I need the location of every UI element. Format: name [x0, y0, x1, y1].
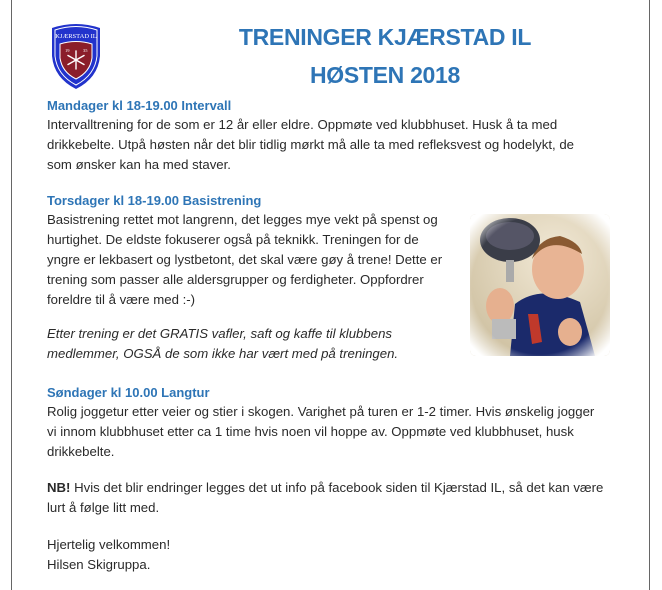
photo-child-with-trophy	[470, 214, 610, 356]
italic-note-line: medlemmer, OGSÅ de som ikke har vært med på treningen.	[47, 346, 399, 361]
body-line: yngre er lekbasert og lystbetont, det skal være gøy å trene! Dette er	[47, 252, 443, 267]
page-title-line1: TRENINGER KJÆRSTAD IL	[238, 24, 532, 50]
closing-greeting: Hjertelig velkommen!	[47, 537, 171, 552]
body-line: som ønsker kan ha med staver.	[47, 157, 231, 172]
svg-text:35: 35	[83, 48, 88, 53]
body-line: foreldre til å være med :-)	[47, 292, 196, 307]
body-line: Rolig joggetur etter veier og stier i skogen. Varighet på turen er 1-2 timer. Hvis ønskelig jogger	[47, 404, 595, 419]
body-line: Basistrening rettet mot langrenn, det legges mye vekt på spenst og	[47, 212, 438, 227]
svg-text:KJÆRSTAD IL: KJÆRSTAD IL	[55, 33, 97, 40]
body-line: hurtighet. De eldste fokuserer også på teknikk. Treningen for de	[47, 232, 419, 247]
body-line: vi innom klubbhuset etter ca 1 time hvis noen vil hoppe av. Oppmøte ved klubbhuset, husk	[47, 424, 574, 439]
italic-note-line: Etter trening er det GRATIS vafler, saft og kaffe til klubbens	[47, 326, 392, 341]
note-line: lurt å følge litt med.	[47, 500, 160, 515]
section-heading-thursday: Torsdager kl 18-19.00 Basistrening	[47, 193, 262, 208]
body-line: drikkebelte. Utpå høsten når det blir tidlig mørkt må alle ta med refleksvest og hodelykt, de	[47, 137, 575, 152]
svg-text:19: 19	[65, 48, 70, 53]
closing-signature: Hilsen Skigruppa.	[47, 557, 151, 572]
note-text: Hvis det blir endringer legges det ut info på facebook siden til Kjærstad IL, så det kan være	[70, 480, 604, 495]
page-title-line2: HØSTEN 2018	[309, 62, 461, 88]
note-label: NB!	[47, 480, 71, 495]
body-line: Intervalltrening for de som er 12 år eller eldre. Oppmøte ved klubbhuset. Husk å ta med	[47, 117, 558, 132]
section-heading-sunday: Søndager kl 10.00 Langtur	[47, 385, 210, 400]
club-logo	[50, 22, 102, 90]
note-line	[47, 478, 603, 499]
body-line: drikkebelte.	[47, 444, 115, 459]
section-heading-monday: Mandager kl 18-19.00 Intervall	[47, 98, 232, 113]
body-line: trening som passer alle aldersgrupper og ferdigheter. Oppfordrer	[47, 272, 424, 287]
